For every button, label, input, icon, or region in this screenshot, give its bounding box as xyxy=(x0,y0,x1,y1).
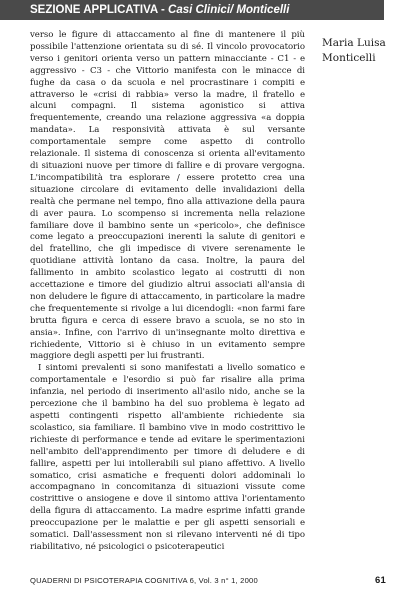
section-header xyxy=(0,0,384,20)
section-title: SEZIONE APPLICATIVA - xyxy=(30,4,169,16)
author-name: Maria Luisa Monticelli xyxy=(322,37,386,64)
paragraph: verso le figure di attaccamento al fine di mantenere il più possibile l'attenzione orientata su di sé. Il vincolo provocatorio verso i genitori orienta verso un pattern minacciante - C1 - e aggressivo - C3 - che Vittorio manifesta con le minacce di fughe da casa o da scuola e nel procrastinare i compiti e attraverso le «crisi di rabbia» verso la madre, il fratello e alcuni compagni. Il sistema agonistico si attiva frequentemente, creando una relazione aggressiva «a doppia mandata». La responsività attivata è sul versante comportamentale sempre come aspetto di controllo relazionale. Il sistema di conoscenza si orienta all'evitamento di situazioni nuove per timore di fallire e di provare vergogna. L'incompatibilità tra esplorare / essere protetto crea una situazione circolare di evitamento delle invalidazioni della realtà che permane nel tempo, fino alla attivazione della paura di aver paura. Lo scompenso si incrementa nella relazione familiare dove il bambino sente un «pericolo», che definisce come legato a preoccupazioni inerenti la salute di genitori e del fratellino, che gli impedisce di vivere serenamente le quotidiane attività lontano da casa. Inoltre, la paura del fallimento in ambito scolastico legato ai costrutti di non accettazione e timore del giudizio altrui associati all'ansia di non deludere le figure di attaccamento, in particolare la madre che frequentemente si rivolge a lui dicendogli: «non farmi fare brutta figura e cerca di essere bravo a scuola, se no sto in ansia». Infine, con l'arrivo di un'insegnante molto direttiva e richiedente, Vittorio si è chiuso in un evitamento sempre maggiore degli aspetti per lui frustranti. xyxy=(30,30,305,362)
page-number: 61 xyxy=(375,575,386,586)
section-subtitle: Casi Clinici/ Monticelli xyxy=(168,4,290,16)
paragraph: I sintomi prevalenti si sono manifestati a livello somatico e comportamentale e l'esordio si può far risalire alla prima infanzia, nel periodo di inserimento all'asilo nido, anche se la percezione che il bambino ha del suo problema è legato ad aspetti contingenti rispetto all'ambiente richiedente sia scolastico, sia familiare. Il bambino vive in modo costrittivo le richieste di performance e tende ad evitare le sperimentazioni nell'ambito dell'apprendimento per timore di deludere e di fallire, aspetti per lui intollerabili sul piano affettivo. A livello somatico, crisi asmatiche e frequenti dolori addominali lo accompagnano in concomitanza di situazioni vissute come costrittive o ansiogene e dove il sintomo attiva l'orientamento della figura di attaccamento. La madre esprime infatti grande preoccupazione per le malattie e per gli aspetti sensoriali e somatici. Dall'assessment non si rilevano interventi né di tipo riabilitativo, né psicologici o psicoterapeutici xyxy=(30,363,305,552)
article-body xyxy=(30,30,305,554)
page-footer xyxy=(30,574,390,588)
journal-issue: QUADERNI DI PSICOTERAPIA COGNITIVA 6, Vol. 3 n° 1, 2000 xyxy=(30,576,258,585)
